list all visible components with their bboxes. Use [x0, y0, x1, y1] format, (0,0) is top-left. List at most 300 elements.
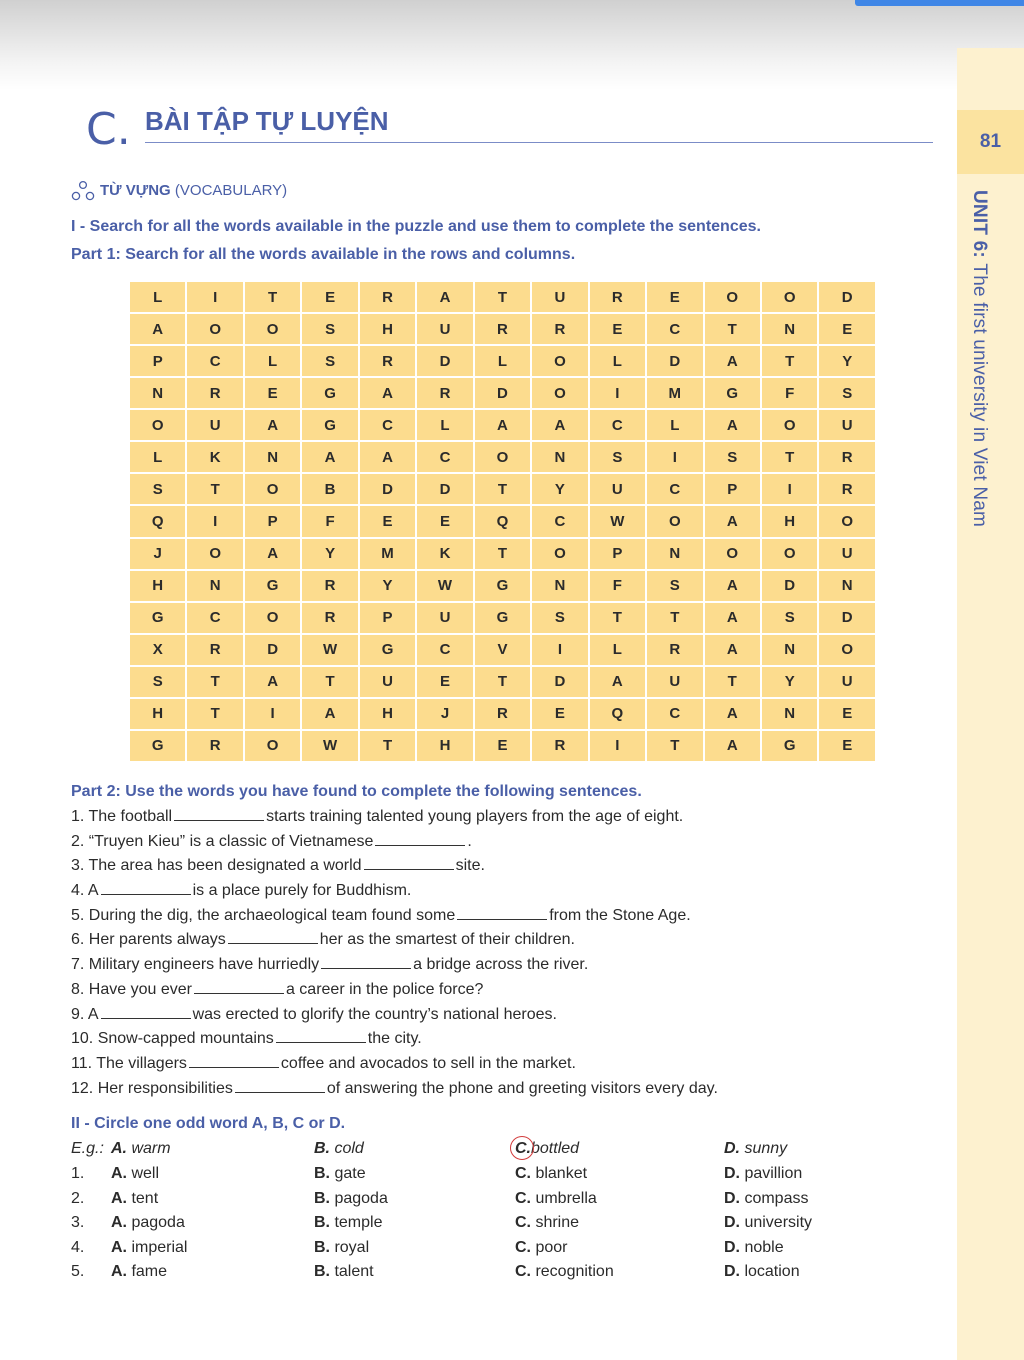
grid-cell: P	[244, 505, 301, 537]
sentence-start: 9. A	[71, 1005, 99, 1023]
grid-cell: V	[474, 634, 531, 666]
grid-cell: P	[589, 538, 646, 570]
grid-cell: B	[301, 473, 358, 505]
grid-cell: I	[531, 634, 588, 666]
example-label: E.g.:	[71, 1140, 104, 1157]
grid-cell: W	[416, 570, 473, 602]
answer-blank[interactable]	[101, 1005, 191, 1019]
grid-cell: A	[704, 698, 761, 730]
grid-cell: R	[359, 345, 416, 377]
grid-row	[129, 730, 876, 762]
grid-cell: L	[416, 409, 473, 441]
option-d[interactable]: D. compass	[724, 1189, 809, 1207]
example-option-b: B. cold	[314, 1140, 364, 1157]
grid-cell: U	[818, 538, 876, 570]
grid-cell: D	[416, 345, 473, 377]
exercise2-instruction: II - Circle one odd word A, B, C or D.	[71, 1115, 346, 1132]
grid-cell: R	[186, 634, 243, 666]
grid-cell: C	[416, 441, 473, 473]
grid-cell: T	[704, 666, 761, 698]
sentence-end: her as the smartest of their children.	[319, 931, 575, 949]
grid-row	[129, 538, 876, 570]
grid-cell: C	[359, 409, 416, 441]
grid-cell: R	[301, 602, 358, 634]
grid-cell: F	[761, 377, 818, 409]
grid-cell: H	[359, 698, 416, 730]
sentence-start: 8. Have you ever	[71, 980, 192, 998]
grid-cell: D	[818, 602, 876, 634]
option-a[interactable]: A. fame	[111, 1263, 168, 1281]
grid-cell: A	[244, 666, 301, 698]
example-option-a: A. warm	[111, 1140, 171, 1157]
grid-cell: F	[301, 505, 358, 537]
sentence-item	[71, 1028, 718, 1053]
grid-cell: W	[301, 634, 358, 666]
grid-cell: A	[301, 698, 358, 730]
sentence-item	[71, 1004, 718, 1029]
grid-cell: Y	[531, 473, 588, 505]
grid-cell: C	[646, 313, 703, 345]
grid-row	[129, 602, 876, 634]
grid-cell: G	[301, 377, 358, 409]
grid-cell: N	[818, 570, 876, 602]
sentence-start: 12. Her responsibilities	[71, 1079, 233, 1097]
sentence-item	[71, 1078, 718, 1103]
grid-cell: D	[646, 345, 703, 377]
option-a[interactable]: A. tent	[111, 1189, 159, 1207]
odd-word-row	[71, 1165, 931, 1189]
grid-cell: S	[818, 377, 876, 409]
question-number: 5.	[71, 1263, 85, 1281]
question-number: 1.	[71, 1165, 85, 1182]
sentence-end: site.	[455, 857, 485, 875]
answer-blank[interactable]	[194, 980, 284, 994]
grid-cell: M	[359, 538, 416, 570]
page-number: 81	[979, 131, 1002, 152]
sentence-item	[71, 954, 718, 979]
grid-cell: O	[704, 281, 761, 313]
grid-cell: O	[244, 602, 301, 634]
option-d[interactable]: D. location	[724, 1263, 800, 1281]
grid-cell: R	[474, 698, 531, 730]
grid-cell: U	[359, 666, 416, 698]
grid-cell: S	[761, 602, 818, 634]
grid-cell: J	[129, 538, 186, 570]
grid-cell: A	[359, 377, 416, 409]
sentence-end: starts training talented young players from the age of eight.	[266, 808, 684, 825]
grid-cell: H	[359, 313, 416, 345]
grid-row	[129, 313, 876, 345]
option-b[interactable]: B. talent	[314, 1263, 374, 1281]
answer-blank[interactable]	[228, 930, 318, 944]
grid-cell: W	[589, 505, 646, 537]
grid-cell: L	[474, 345, 531, 377]
grid-row	[129, 505, 876, 537]
answer-circle-icon	[510, 1136, 534, 1160]
grid-cell: S	[129, 473, 186, 505]
grid-cell: O	[704, 538, 761, 570]
grid-cell: O	[818, 634, 876, 666]
grid-cell: D	[531, 666, 588, 698]
question-number: 4.	[71, 1238, 85, 1256]
grid-cell: P	[704, 473, 761, 505]
odd-word-row	[71, 1263, 931, 1287]
grid-cell: S	[301, 345, 358, 377]
option-a[interactable]: A. pagoda	[111, 1214, 185, 1232]
grid-cell: R	[359, 281, 416, 313]
grid-cell: D	[416, 473, 473, 505]
grid-cell: I	[186, 281, 243, 313]
grid-cell: Q	[474, 505, 531, 537]
sentence-start: 6. Her parents always	[71, 931, 226, 949]
sentence-start: 7. Military engineers have hurriedly	[71, 956, 320, 974]
grid-cell: G	[474, 570, 531, 602]
grid-cell: R	[531, 313, 588, 345]
grid-cell: C	[186, 345, 243, 377]
grid-cell: L	[589, 634, 646, 666]
grid-cell: P	[359, 602, 416, 634]
grid-cell: G	[359, 634, 416, 666]
sentence-start: 10. Snow-capped mountains	[71, 1030, 274, 1048]
grid-cell: Y	[761, 666, 818, 698]
grid-cell: S	[531, 602, 588, 634]
grid-cell: E	[474, 730, 531, 762]
grid-cell: E	[818, 698, 876, 730]
answer-blank[interactable]	[174, 807, 264, 821]
grid-cell: N	[531, 441, 588, 473]
grid-cell: U	[818, 666, 876, 698]
grid-cell: A	[244, 538, 301, 570]
grid-cell: R	[416, 377, 473, 409]
grid-cell: O	[474, 441, 531, 473]
answer-blank[interactable]	[457, 906, 547, 920]
sentence-start: 2. “Truyen Kieu” is a classic of Vietnamese	[71, 832, 374, 850]
grid-cell: I	[646, 441, 703, 473]
grid-cell: U	[646, 666, 703, 698]
grid-cell: A	[244, 409, 301, 441]
grid-cell: E	[589, 313, 646, 345]
grid-cell: I	[589, 377, 646, 409]
grid-cell: R	[818, 473, 876, 505]
grid-cell: T	[186, 666, 243, 698]
sentence-item	[71, 905, 718, 930]
grid-cell: M	[646, 377, 703, 409]
grid-cell: O	[186, 313, 243, 345]
top-shade	[0, 0, 1024, 90]
grid-row	[129, 281, 876, 313]
grid-cell: Y	[359, 570, 416, 602]
sentence-item	[71, 855, 718, 880]
option-b[interactable]: B. pagoda	[314, 1189, 388, 1207]
grid-cell: A	[704, 409, 761, 441]
grid-cell: W	[301, 730, 358, 762]
grid-cell: O	[244, 473, 301, 505]
grid-cell: E	[646, 281, 703, 313]
grid-cell: U	[818, 409, 876, 441]
answer-blank[interactable]	[189, 1054, 279, 1068]
grid-cell: O	[186, 538, 243, 570]
unit-title: The first university in Viet Nam	[969, 263, 990, 528]
grid-cell: R	[186, 730, 243, 762]
grid-row	[129, 698, 876, 730]
bubbles-icon	[71, 180, 97, 202]
odd-word-row	[71, 1190, 931, 1214]
sentence-end: the city.	[367, 1030, 422, 1048]
grid-cell: Q	[129, 505, 186, 537]
grid-cell: E	[416, 666, 473, 698]
grid-cell: U	[531, 281, 588, 313]
grid-cell: L	[244, 345, 301, 377]
grid-cell: Y	[301, 538, 358, 570]
grid-row	[129, 441, 876, 473]
grid-cell: N	[244, 441, 301, 473]
grid-cell: A	[704, 345, 761, 377]
grid-cell: D	[818, 281, 876, 313]
example-option-c: C.bottled	[515, 1140, 579, 1158]
sentence-start: 11. The villagers	[71, 1054, 187, 1072]
grid-cell: I	[186, 505, 243, 537]
grid-cell: N	[186, 570, 243, 602]
grid-cell: E	[818, 730, 876, 762]
grid-cell: N	[761, 634, 818, 666]
grid-cell: G	[301, 409, 358, 441]
grid-cell: T	[474, 666, 531, 698]
grid-cell: E	[416, 505, 473, 537]
sentence-end: was erected to glorify the country’s national heroes.	[192, 1005, 557, 1023]
grid-row	[129, 409, 876, 441]
odd-word-row	[71, 1239, 931, 1263]
sentence-list	[71, 806, 718, 1102]
section-divider	[145, 142, 933, 143]
sentence-start: 3. The area has been designated a world	[71, 857, 362, 875]
grid-cell: U	[416, 313, 473, 345]
sentence-start: 4. A	[71, 882, 99, 900]
grid-cell: H	[129, 698, 186, 730]
grid-cell: T	[761, 345, 818, 377]
grid-cell: T	[704, 313, 761, 345]
grid-cell: A	[589, 666, 646, 698]
grid-cell: G	[761, 730, 818, 762]
sentence-start: 5. During the dig, the archaeological team found some	[71, 906, 456, 924]
option-d[interactable]: D. noble	[724, 1238, 784, 1256]
sentence-start: 1. The football	[71, 808, 173, 825]
grid-cell: I	[761, 473, 818, 505]
grid-row	[129, 345, 876, 377]
section-title: BÀI TẬP TỰ LUYỆN	[145, 106, 389, 136]
grid-cell: G	[474, 602, 531, 634]
answer-blank[interactable]	[276, 1029, 366, 1043]
word-search-grid	[128, 280, 877, 763]
grid-cell: C	[531, 505, 588, 537]
grid-cell: A	[704, 634, 761, 666]
grid-cell: S	[646, 570, 703, 602]
sentence-end: of answering the phone and greeting visitors every day.	[326, 1079, 718, 1097]
option-c[interactable]: C. recognition	[515, 1263, 614, 1281]
grid-cell: T	[761, 441, 818, 473]
grid-cell: R	[474, 313, 531, 345]
grid-cell: J	[416, 698, 473, 730]
grid-cell: T	[244, 281, 301, 313]
grid-cell: F	[589, 570, 646, 602]
option-c[interactable]: C. blanket	[515, 1165, 588, 1182]
grid-cell: E	[818, 313, 876, 345]
grid-row	[129, 473, 876, 505]
grid-cell: T	[301, 666, 358, 698]
grid-cell: S	[589, 441, 646, 473]
option-b[interactable]: B. royal	[314, 1238, 370, 1256]
option-b[interactable]: B. gate	[314, 1165, 366, 1182]
grid-cell: L	[646, 409, 703, 441]
grid-cell: H	[761, 505, 818, 537]
grid-cell: E	[244, 377, 301, 409]
grid-cell: O	[244, 730, 301, 762]
grid-cell: O	[761, 538, 818, 570]
grid-cell: L	[129, 441, 186, 473]
sentence-item	[71, 806, 718, 831]
grid-cell: Q	[589, 698, 646, 730]
grid-cell: D	[474, 377, 531, 409]
grid-cell: N	[761, 698, 818, 730]
grid-cell: K	[186, 441, 243, 473]
grid-cell: S	[129, 666, 186, 698]
grid-cell: U	[416, 602, 473, 634]
grid-cell: C	[646, 698, 703, 730]
grid-cell: T	[186, 698, 243, 730]
option-a[interactable]: A. well	[111, 1165, 160, 1182]
vocab-heading	[100, 182, 287, 199]
grid-cell: D	[359, 473, 416, 505]
grid-cell: S	[704, 441, 761, 473]
grid-cell: K	[416, 538, 473, 570]
question-number: 2.	[71, 1189, 85, 1207]
grid-cell: T	[646, 730, 703, 762]
grid-row	[129, 377, 876, 409]
option-b[interactable]: B. temple	[314, 1214, 383, 1232]
grid-cell: A	[704, 505, 761, 537]
grid-cell: T	[646, 602, 703, 634]
answer-blank[interactable]	[101, 881, 191, 895]
grid-cell: E	[301, 281, 358, 313]
unit-label: UNIT 6:	[969, 190, 990, 258]
sentence-end: .	[467, 832, 472, 850]
grid-cell: A	[704, 602, 761, 634]
grid-cell: U	[589, 473, 646, 505]
exercise1-instruction: I - Search for all the words available in the puzzle and use them to complete the sentences.	[71, 218, 761, 235]
unit-title-vertical	[968, 190, 990, 527]
grid-cell: E	[531, 698, 588, 730]
grid-cell: N	[531, 570, 588, 602]
grid-cell: O	[646, 505, 703, 537]
grid-cell: A	[531, 409, 588, 441]
grid-cell: A	[474, 409, 531, 441]
sentence-item	[71, 831, 718, 856]
grid-cell: H	[129, 570, 186, 602]
page-number-tab	[957, 110, 1024, 174]
answer-blank[interactable]	[364, 856, 454, 870]
grid-row	[129, 666, 876, 698]
odd-word-row	[71, 1214, 931, 1238]
option-c[interactable]: C. poor	[515, 1238, 568, 1256]
grid-cell: Y	[818, 345, 876, 377]
grid-row	[129, 570, 876, 602]
grid-cell: O	[244, 313, 301, 345]
grid-cell: O	[531, 377, 588, 409]
grid-cell: S	[301, 313, 358, 345]
sentence-item	[71, 1053, 718, 1078]
grid-cell: O	[761, 409, 818, 441]
sentence-item	[71, 880, 718, 905]
question-number: 3.	[71, 1214, 85, 1232]
vocab-subtitle: (VOCABULARY)	[174, 182, 288, 199]
sentence-item	[71, 979, 718, 1004]
grid-cell: G	[129, 602, 186, 634]
grid-cell: G	[244, 570, 301, 602]
grid-cell: H	[416, 730, 473, 762]
grid-cell: T	[186, 473, 243, 505]
grid-cell: R	[531, 730, 588, 762]
grid-cell: G	[704, 377, 761, 409]
grid-cell: O	[531, 538, 588, 570]
option-d[interactable]: D. university	[724, 1214, 813, 1232]
grid-cell: A	[704, 570, 761, 602]
grid-cell: U	[186, 409, 243, 441]
sentence-end: a career in the police force?	[285, 980, 484, 998]
grid-cell: R	[818, 441, 876, 473]
grid-cell: P	[129, 345, 186, 377]
sentence-item	[71, 929, 718, 954]
grid-cell: C	[589, 409, 646, 441]
grid-cell: E	[359, 505, 416, 537]
grid-cell: T	[474, 538, 531, 570]
top-accent-bar	[855, 0, 1024, 6]
grid-cell: N	[129, 377, 186, 409]
grid-cell: I	[589, 730, 646, 762]
grid-cell: T	[589, 602, 646, 634]
grid-cell: N	[761, 313, 818, 345]
grid-cell: T	[474, 473, 531, 505]
sentence-end: is a place purely for Buddhism.	[192, 882, 412, 900]
grid-cell: A	[129, 313, 186, 345]
option-d[interactable]: D. pavillion	[724, 1165, 803, 1182]
grid-cell: R	[186, 377, 243, 409]
grid-cell: R	[589, 281, 646, 313]
option-c[interactable]: C. shrine	[515, 1214, 580, 1232]
sentence-end: coffee and avocados to sell in the market.	[280, 1054, 576, 1072]
grid-cell: R	[646, 634, 703, 666]
grid-cell: R	[301, 570, 358, 602]
option-a[interactable]: A. imperial	[111, 1238, 188, 1256]
grid-cell: T	[474, 281, 531, 313]
grid-cell: D	[244, 634, 301, 666]
grid-row	[129, 634, 876, 666]
option-c[interactable]: C. umbrella	[515, 1189, 597, 1207]
sentence-end: from the Stone Age.	[549, 906, 691, 924]
answer-blank[interactable]	[375, 832, 465, 846]
answer-blank[interactable]	[321, 955, 411, 969]
grid-cell: A	[416, 281, 473, 313]
part1-instruction: Part 1: Search for all the words available in the rows and columns.	[71, 246, 576, 263]
grid-cell: X	[129, 634, 186, 666]
grid-cell: T	[359, 730, 416, 762]
grid-cell: N	[646, 538, 703, 570]
grid-cell: O	[818, 505, 876, 537]
grid-cell: L	[589, 345, 646, 377]
grid-cell: O	[129, 409, 186, 441]
answer-blank[interactable]	[235, 1079, 325, 1093]
section-letter: C.	[86, 104, 131, 155]
part2-instruction: Part 2: Use the words you have found to complete the following sentences.	[71, 783, 642, 800]
grid-cell: C	[646, 473, 703, 505]
